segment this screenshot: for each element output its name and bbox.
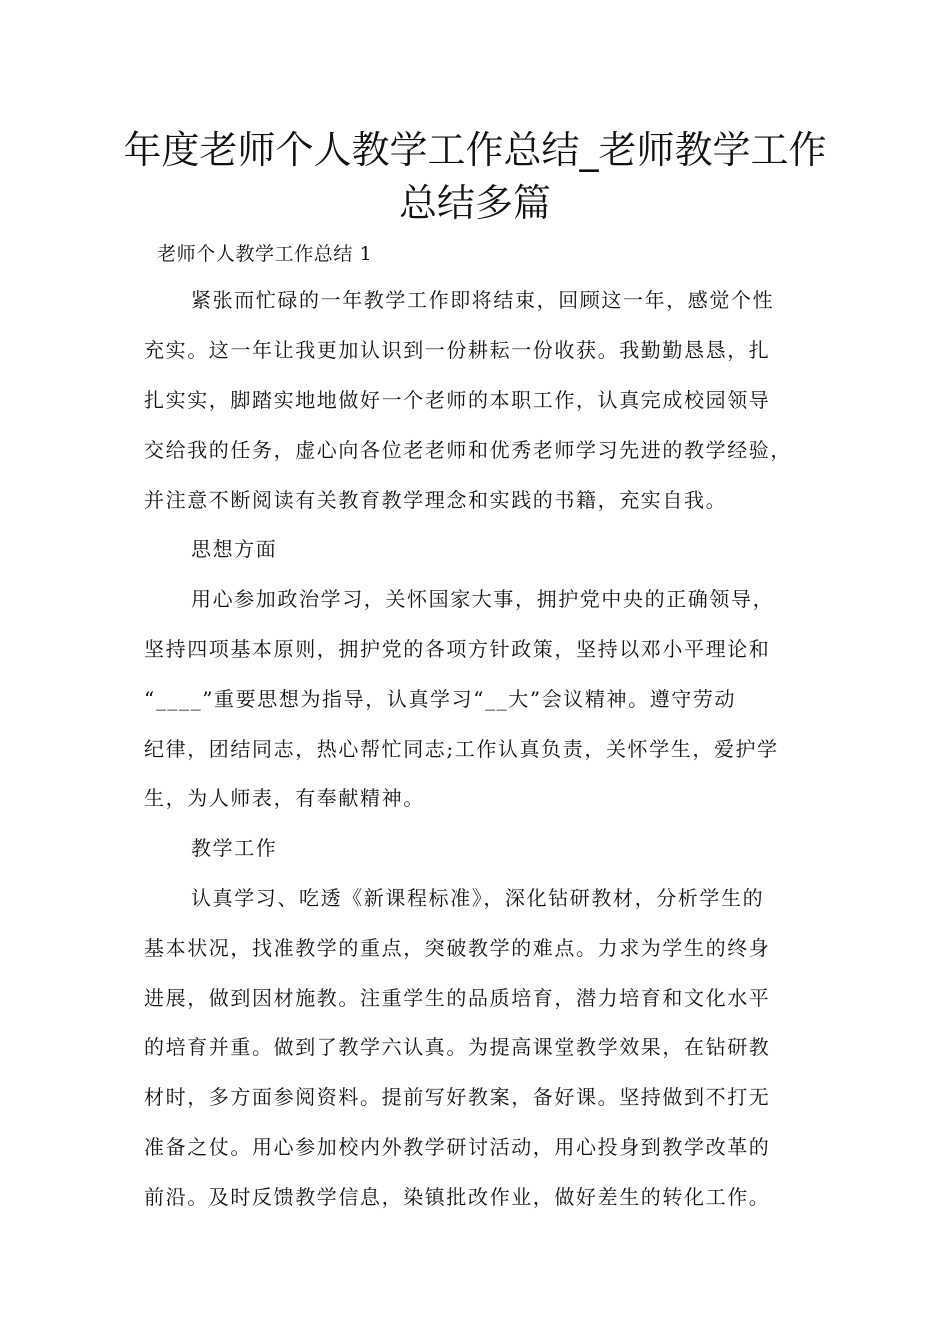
paragraph-line: 的培育并重。做到了教学六认真。为提高课堂教学效果，在钻研教 — [144, 1035, 771, 1059]
paragraph-line: 基本状况，找准教学的重点，突破教学的难点。力求为学生的终身 — [144, 936, 771, 960]
section-subtitle: 老师个人教学工作总结 1 — [157, 243, 373, 265]
paragraph-line: 前沿。及时反馈教学信息，染镇批改作业，做好差生的转化工作。 — [144, 1185, 771, 1209]
paragraph-line: 紧张而忙碌的一年教学工作即将结束，回顾这一年，感觉个性 — [191, 288, 775, 312]
paragraph-line: 用心参加政治学习，关怀国家大事，拥护党中央的正确领导， — [191, 587, 775, 611]
paragraph-line: 充实。这一年让我更加认识到一份耕耘一份收获。我勤勤恳恳，扎 — [144, 338, 771, 362]
paragraph-line: 坚持四项基本原则，拥护党的各项方针政策，坚持以邓小平理论和 — [144, 637, 771, 661]
paragraph-line: 材时，多方面参阅资料。提前写好教案，备好课。坚持做到不打无 — [144, 1085, 771, 1109]
paragraph-line: 生，为人师表，有奉献精神。 — [144, 786, 425, 810]
section-heading-thought: 思想方面 — [191, 537, 278, 561]
document-title: 年度老师个人教学工作总结_老师教学工作总结多篇 — [123, 128, 827, 225]
paragraph-line: “____”重要思想为指导，认真学习“__大”会议精神。遵守劳动 — [144, 687, 737, 711]
paragraph-line: 并注意不断阅读有关教育教学理念和实践的书籍，充实自我。 — [144, 488, 728, 512]
paragraph-line: 扎实实，脚踏实地地做好一个老师的本职工作，认真完成校园领导 — [144, 388, 771, 412]
paragraph-line: 进展，做到因材施教。注重学生的品质培育，潜力培育和文化水平 — [144, 986, 771, 1010]
paragraph-line: 认真学习、吃透《新课程标准》，深化钻研教材，分析学生的 — [191, 886, 765, 910]
section-heading-teaching: 教学工作 — [191, 836, 278, 860]
paragraph-line: 准备之仗。用心参加校内外教学研讨活动，用心投身到教学改革的 — [144, 1135, 771, 1159]
paragraph-line: 纪律，团结同志，热心帮忙同志;工作认真负责，关怀学生，爱护学 — [144, 737, 779, 761]
paragraph-line: 交给我的任务，虚心向各位老老师和优秀老师学习先进的教学经验， — [144, 438, 792, 462]
